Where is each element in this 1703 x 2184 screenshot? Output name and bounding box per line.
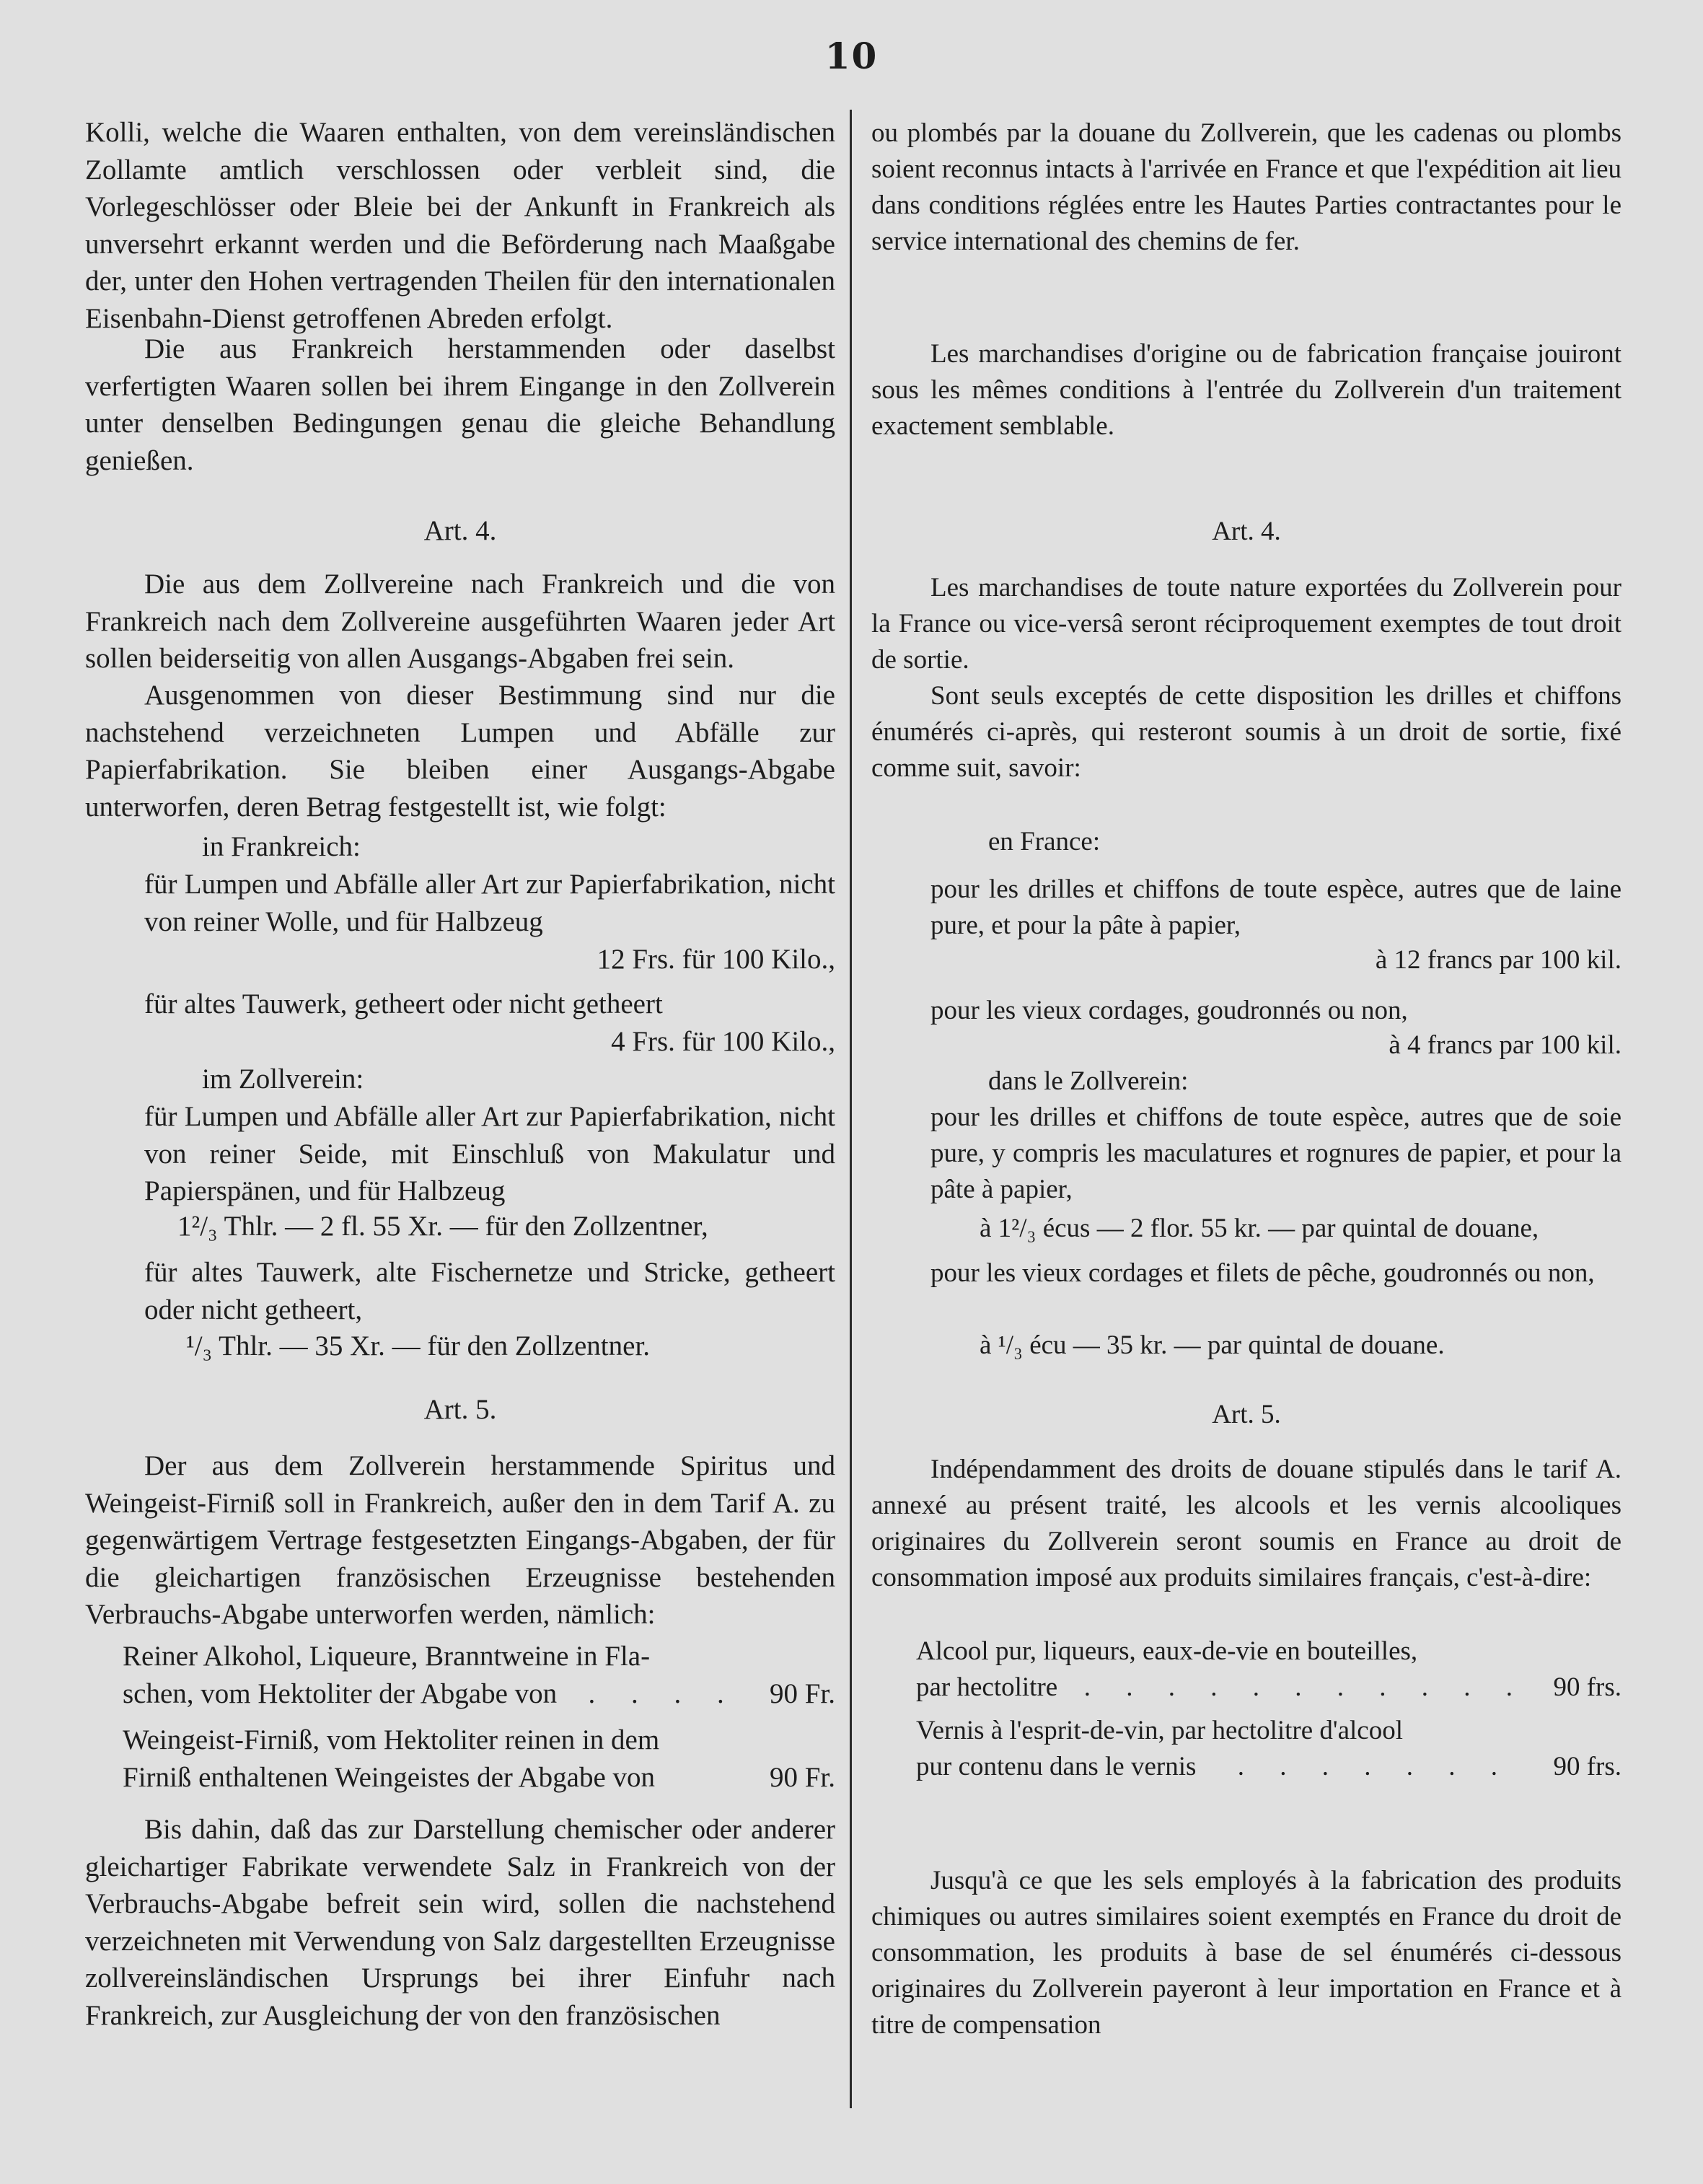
fr-art5-paragraph-1: Indépendamment des droits de douane stipulés dans le tarif A. annexé au présent traité, les alcools et les vernis alcooliques originaires du Zollverein seront soumis en France au droit de consommation imposé aux produits similaires français, c'est-à-dire:	[871, 1455, 1621, 1592]
de-in-zollverein-label: im Zollverein:	[202, 1064, 364, 1095]
fr-france-rope-item: pour les vieux cordages, goudronnés ou non,	[930, 996, 1408, 1025]
de-varnish-line-1: Weingeist-Firniß, vom Hektoliter reinen in dem	[123, 1724, 660, 1755]
fr-paragraph-origin: Les marchandises d'origine ou de fabrication française jouiront sous les mêmes conditions à l'entrée du Zollverein d'un traitement exactement semblable.	[871, 339, 1621, 441]
de-art5-paragraph-1: Der aus dem Zollverein herstammende Spiritus und Weingeist-Firniß soll in Frankreich, außer den in dem Tarif A. zu gegenwärtigem Vertrage festgesetzten Eingangs-Abgaben, der für die gleichartigen französischen Erzeugnisse bestehenden Verbrauchs-Abgabe unterworfen werden, nämlich:	[85, 1450, 835, 1630]
fr-varnish-rate: 90 frs.	[1553, 1752, 1621, 1781]
de-zollverein-rags-item: für Lumpen und Abfälle aller Art zur Papierfabrikation, nicht von reiner Seide, mit Einschluß von Makulatur und Papierspänen, und für Halbzeug	[144, 1101, 835, 1206]
de-varnish-row	[85, 1759, 835, 1797]
fr-zollverein-rags-item: pour les drilles et chiffons de toute espèce, autres que de soie pure, y compris les maculatures et rognures de papier, et pour la pâte à papier,	[930, 1102, 1621, 1204]
de-france-rope-rate: 4 Frs. für 100 Kilo.,	[611, 1026, 835, 1057]
de-france-rags-item: für Lumpen und Abfälle aller Art zur Papierfabrikation, nicht von reiner Wolle, und für Halbzeug	[144, 869, 835, 937]
page-number: 10	[824, 35, 879, 77]
fr-art5-paragraph-2: Jusqu'à ce que les sels employés à la fabrication des produits chimiques ou autres similaires soient exemptés en France du droit de consommation, les produits à base de sel énumérés ci-dessous originaires du Zollverein payeront à leur importation en France et à titre de compensation	[871, 1866, 1621, 2040]
fr-zollverein-rope-item: pour les vieux cordages et filets de pêche, goudronnés ou non,	[930, 1258, 1595, 1288]
fr-varnish-leader: . . . . . . .	[1237, 1752, 1513, 1781]
fr-zollverein-rags-rate: à 1²/₃ écus — 2 flor. 55 kr. — par quintal de douane,	[980, 1214, 1539, 1243]
de-in-france-label: in Frankreich:	[202, 831, 361, 862]
fr-zollverein-rope-rate: à ¹/₃ écu — 35 kr. — par quintal de douane.	[980, 1330, 1445, 1360]
fr-art4-paragraph-2: Sont seuls exceptés de cette disposition les drilles et chiffons énumérés ci-après, qui resteront soumis à un droit de sortie, fixé comme suit, savoir:	[871, 681, 1621, 783]
de-art5-heading: Art. 5.	[423, 1394, 497, 1425]
column-divider	[850, 110, 852, 2108]
fr-dans-zollverein-label: dans le Zollverein:	[988, 1066, 1189, 1096]
de-alcohol-rate: 90 Fr.	[769, 1678, 835, 1709]
de-zollverein-rope-rate: ¹/₃ Thlr. — 35 Xr. — für den Zollzentner.	[186, 1330, 651, 1361]
fr-art4-paragraph-1: Les marchandises de toute nature exportées du Zollverein pour la France ou vice-versâ seront réciproquement exemptes de tout droit de sortie.	[871, 573, 1621, 675]
de-art4-heading: Art. 4.	[423, 515, 497, 546]
fr-france-rags-rate: à 12 francs par 100 kil.	[1375, 945, 1621, 975]
fr-alcohol-leader: . . . . . . . . . . .	[1083, 1672, 1527, 1702]
de-paragraph-continuation: Kolli, welche die Waaren enthalten, von dem vereinsländischen Zollamte amtlich verschlossen oder verbleit sind, die Vorlegeschlösser oder Bleie bei der Ankunft in Frankreich als unversehrt erkannt werden und die Beförderung nach Maaßgabe der, unter den Hohen vertragenden Theilen für den internationalen Eisenbahn-Dienst getroffenen Abreden erfolgt.	[85, 117, 835, 334]
fr-paragraph-continuation: ou plombés par la douane du Zollverein, que les cadenas ou plombs soient reconnus intacts à l'arrivée en France et que l'expédition ait lieu dans conditions réglées entre les Hautes Parties contractantes pour le service international des chemins de fer.	[871, 118, 1621, 256]
de-art4-paragraph-1: Die aus dem Zollvereine nach Frankreich und die von Frankreich nach dem Zollvereine ausgeführten Waaren jeder Art sollen beiderseitig von allen Ausgangs-Abgaben frei sein.	[85, 569, 835, 674]
de-art4-paragraph-2: Ausgenommen von dieser Bestimmung sind nur die nachstehend verzeichneten Lumpen und Abfälle zur Papierfabrikation. Sie bleiben einer Ausgangs-Abgabe unterworfen, deren Betrag festgestellt ist, wie folgt:	[85, 680, 835, 823]
de-france-rags-rate: 12 Frs. für 100 Kilo.,	[597, 944, 835, 975]
fr-varnish-row	[871, 1749, 1621, 1785]
de-zollverein-rope-item: für altes Tauwerk, alte Fischernetze und Stricke, getheert oder nicht getheert,	[144, 1257, 835, 1325]
de-zollverein-rags-rate: 1²/₃ Thlr. — 2 fl. 55 Xr. — für den Zollzentner,	[177, 1211, 708, 1242]
fr-varnish-line-1: Vernis à l'esprit-de-vin, par hectolitre d'alcool	[916, 1716, 1403, 1745]
fr-art4-heading: Art. 4.	[1212, 517, 1281, 546]
de-alcohol-line-2: schen, vom Hektoliter der Abgabe von	[123, 1678, 558, 1709]
fr-alcohol-row	[871, 1670, 1621, 1706]
fr-varnish-line-2: pur contenu dans le vernis	[916, 1752, 1197, 1781]
de-paragraph-origin: Die aus Frankreich herstammenden oder daselbst verfertigten Waaren sollen bei ihrem Eingange in den Zollverein unter denselben Bedingungen genau die gleiche Behandlung genießen.	[85, 333, 835, 476]
de-alcohol-leader: . . . .	[588, 1678, 739, 1709]
fr-france-rags-item: pour les drilles et chiffons de toute espèce, autres que de laine pure, et pour la pâte à papier,	[930, 874, 1621, 940]
fr-france-rope-rate: à 4 francs par 100 kil.	[1389, 1030, 1621, 1060]
fr-alcohol-rate: 90 frs.	[1553, 1672, 1621, 1702]
fr-en-france-label: en France:	[988, 827, 1101, 856]
de-france-rope-item: für altes Tauwerk, getheert oder nicht getheert	[144, 988, 663, 1019]
fr-alcohol-line-2: par hectolitre	[916, 1672, 1058, 1702]
fr-art5-heading: Art. 5.	[1212, 1400, 1281, 1429]
de-art5-paragraph-2: Bis dahin, daß das zur Darstellung chemischer oder anderer gleichartiger Fabrikate verwendete Salz in Frankreich von der Verbrauchs-Abgabe befreit sein wird, sollen die nachstehend verzeichneten mit Verwendung von Salz dargestellten Erzeugnisse zollvereinsländischen Ursprungs bei ihrer Einfuhr nach Frankreich, zur Ausgleichung der von den französischen	[85, 1814, 835, 2031]
de-alcohol-row	[85, 1675, 835, 1713]
de-alcohol-line-1: Reiner Alkohol, Liqueure, Branntweine in Fla-	[123, 1641, 651, 1672]
fr-alcohol-line-1: Alcool pur, liqueurs, eaux-de-vie en bouteilles,	[916, 1636, 1418, 1666]
de-varnish-line-2: Firniß enthaltenen Weingeistes der Abgabe von	[123, 1762, 656, 1793]
de-varnish-rate: 90 Fr.	[769, 1762, 835, 1793]
